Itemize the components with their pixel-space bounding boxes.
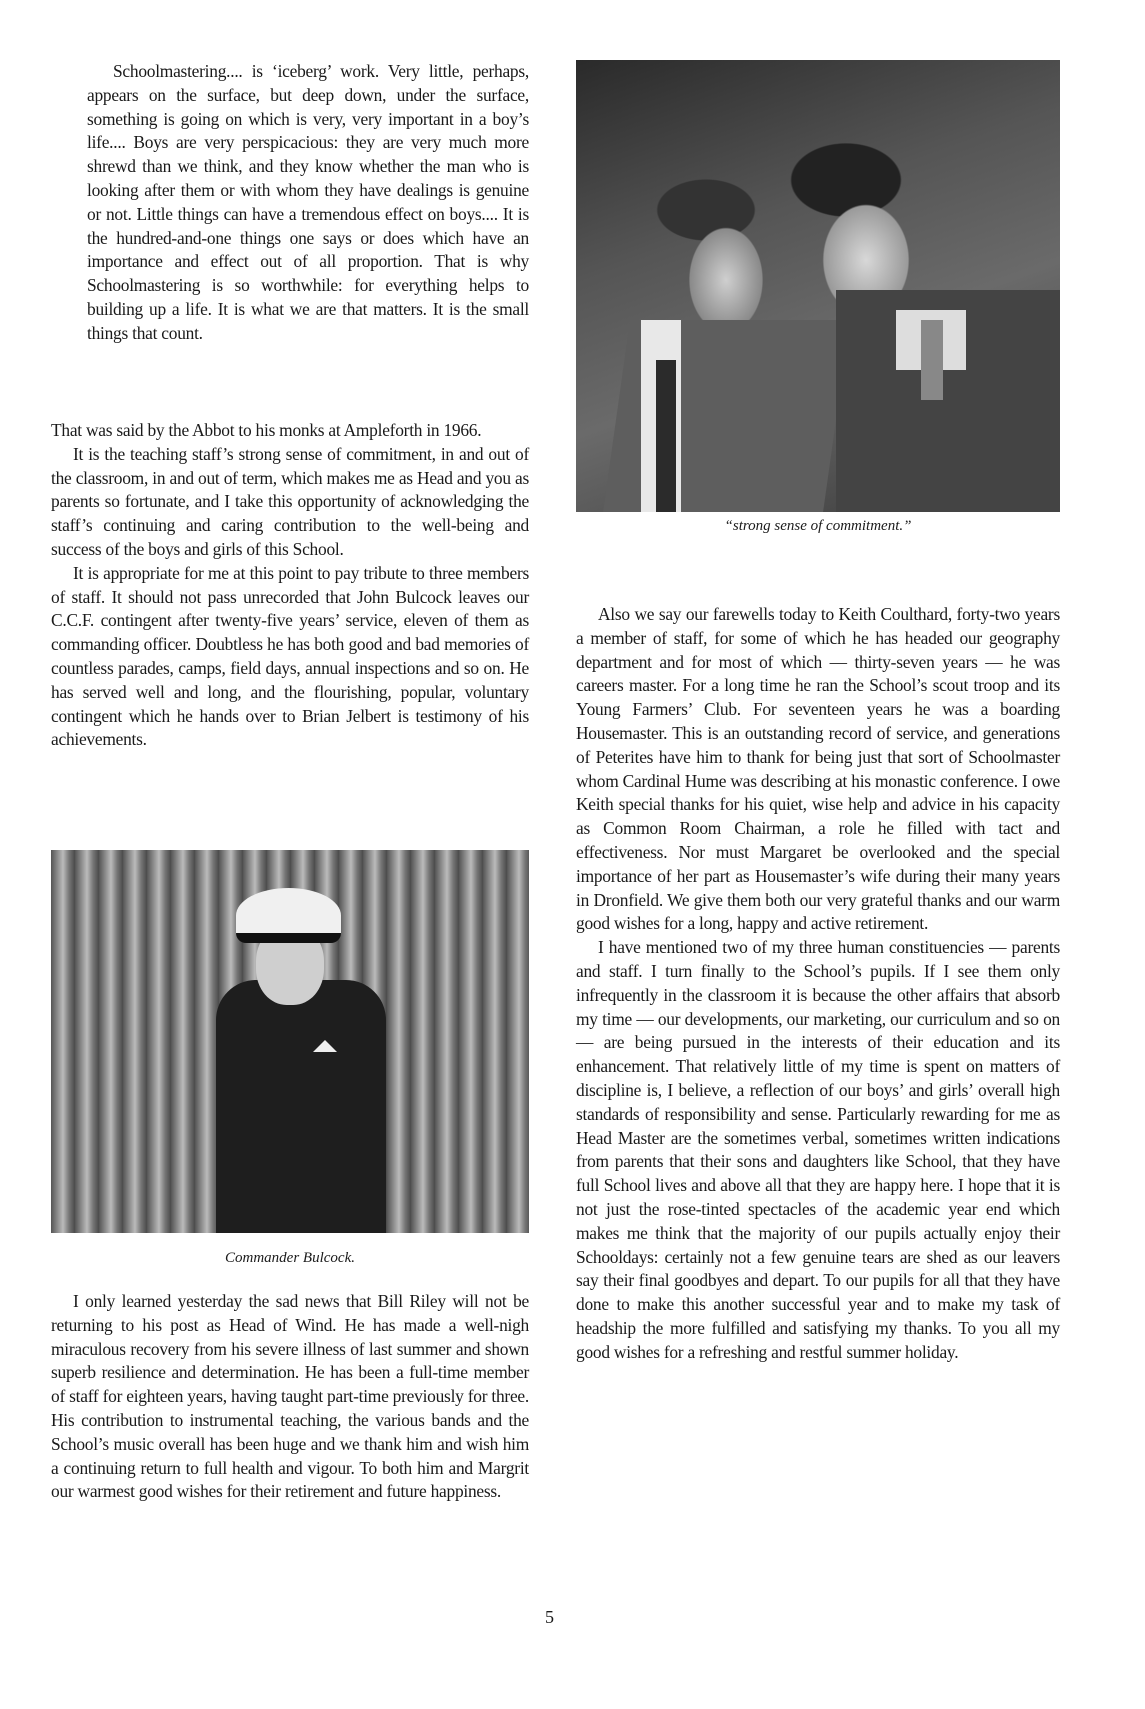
quote-paragraph: Schoolmastering.... is ‘iceberg’ work. Very little, perhaps, appears on the surface, but deep down, under the surface, something is going on which is very, very important in a boy’s life.... Boys are very perspicacious: they are very much more shrewd than we think, and they know whether the man who is looking after them or with whom they have dealings is genuine or not. Little things can have a tremendous effect on boys.... It is the hundred-and-one things one says or does which have an importance and effect out of all proportion. That is why Schoolmastering is so worthwhile: for everything helps to building up a life. It is what we are that matters. It is the small things that count.	[87, 61, 529, 343]
paragraph: I have mentioned two of my three human constituencies — parents and staff. I turn finally to the School’s pupils. If I see them only infrequently in the classroom it is because the other affairs that absorb my time — our developments, our marketing, our curriculum and so on — are being pursued in the interests of their education and its enhancement. That relatively little of my time is spent on matters of discipline is, I believe, a reflection of our boys’ and girls’ overall high standards of responsibility and sense. Particularly rewarding for me as Head Master are the sometimes verbal, sometimes written indications from parents that their sons and daughters like School, that they have full School lives and above all that they are happy here. I hope that it is not just the rose-tinted spectacles of the academic year end which makes me think that the majority of our pupils actually enjoy their Schooldays: certainly not a few genuine tears are shed as our leavers say their final goodbyes and depart. To our pupils for all that they have done to make this another successful year and to make my task of headship the more fulfilled and satisfying my thanks. To you all my good wishes for a refreshing and restful summer holiday.	[576, 937, 1060, 1362]
paragraph: Also we say our farewells today to Keith Coulthard, forty-two years a member of staff, for some of which he has headed our geography department and for most of which — thirty-seven years — he was careers master. For a long time he ran the School’s scout troop and its Young Farmers’ Club. For seventeen years he was a boarding Housemaster. This is an outstanding record of service, and generations of Peterites have him to thank for being just that sort of Schoolmaster whom Cardinal Hume was describing at his monastic conference. I owe Keith special thanks for his quiet, wise help and advice in his capacity as Common Room Chairman, a role he filled with tact and effectiveness. Nor must Margaret be overlooked and the special importance of her part as Housemaster’s wife during their many years in Dronfield. We give them both our very grateful thanks and our warm good wishes for a long, happy and active retirement.	[576, 604, 1060, 934]
right-column-text	[576, 603, 1060, 1365]
page-number: 5	[545, 1607, 554, 1627]
photo-two-teachers	[576, 60, 1060, 512]
abbot-quote	[87, 60, 529, 346]
paragraph: I only learned yesterday the sad news that Bill Riley will not be returning to his post as Head of Wind. He has made a well-nigh miraculous recovery from his severe illness of last summer and shown superb resilience and determination. He has been a full-time member of staff for eighteen years, having taught part-time previously for three. His contribution to instrumental teaching, the various bands and the School’s music overall has been huge and we thank him and wish him a continuing return to full health and vigour. To both him and Margrit our warmest good wishes for their retirement and future happiness.	[51, 1291, 529, 1502]
paragraph: It is the teaching staff’s strong sense of commitment, in and out of the classroom, in and out of term, which makes me as Head and you as parents so fortunate, and I take this opportunity of acknowledging the staff’s continuing and caring contribution to the well-being and success of the boys and girls of this School.	[51, 443, 529, 559]
photo-commander-bulcock	[51, 850, 529, 1233]
photo-caption: “strong sense of commitment.”	[724, 518, 912, 534]
paragraph: That was said by the Abbot to his monks at Ampleforth in 1966.	[51, 420, 482, 440]
paragraph: It is appropriate for me at this point to pay tribute to three members of staff. It should not pass unrecorded that John Bulcock leaves our C.C.F. contingent after twenty-five years’ service, eleven of them as commanding officer. Doubtless he has both good and bad memories of countless parades, camps, field days, annual inspections and so on. He has served well and long, and the flourishing, popular, voluntary contingent which he hands over to Brian Jelbert is testimony of his achievements.	[51, 562, 529, 750]
left-column-text-lower	[51, 1290, 529, 1504]
left-column-text	[51, 419, 529, 752]
photo-caption: Commander Bulcock.	[225, 1250, 355, 1266]
